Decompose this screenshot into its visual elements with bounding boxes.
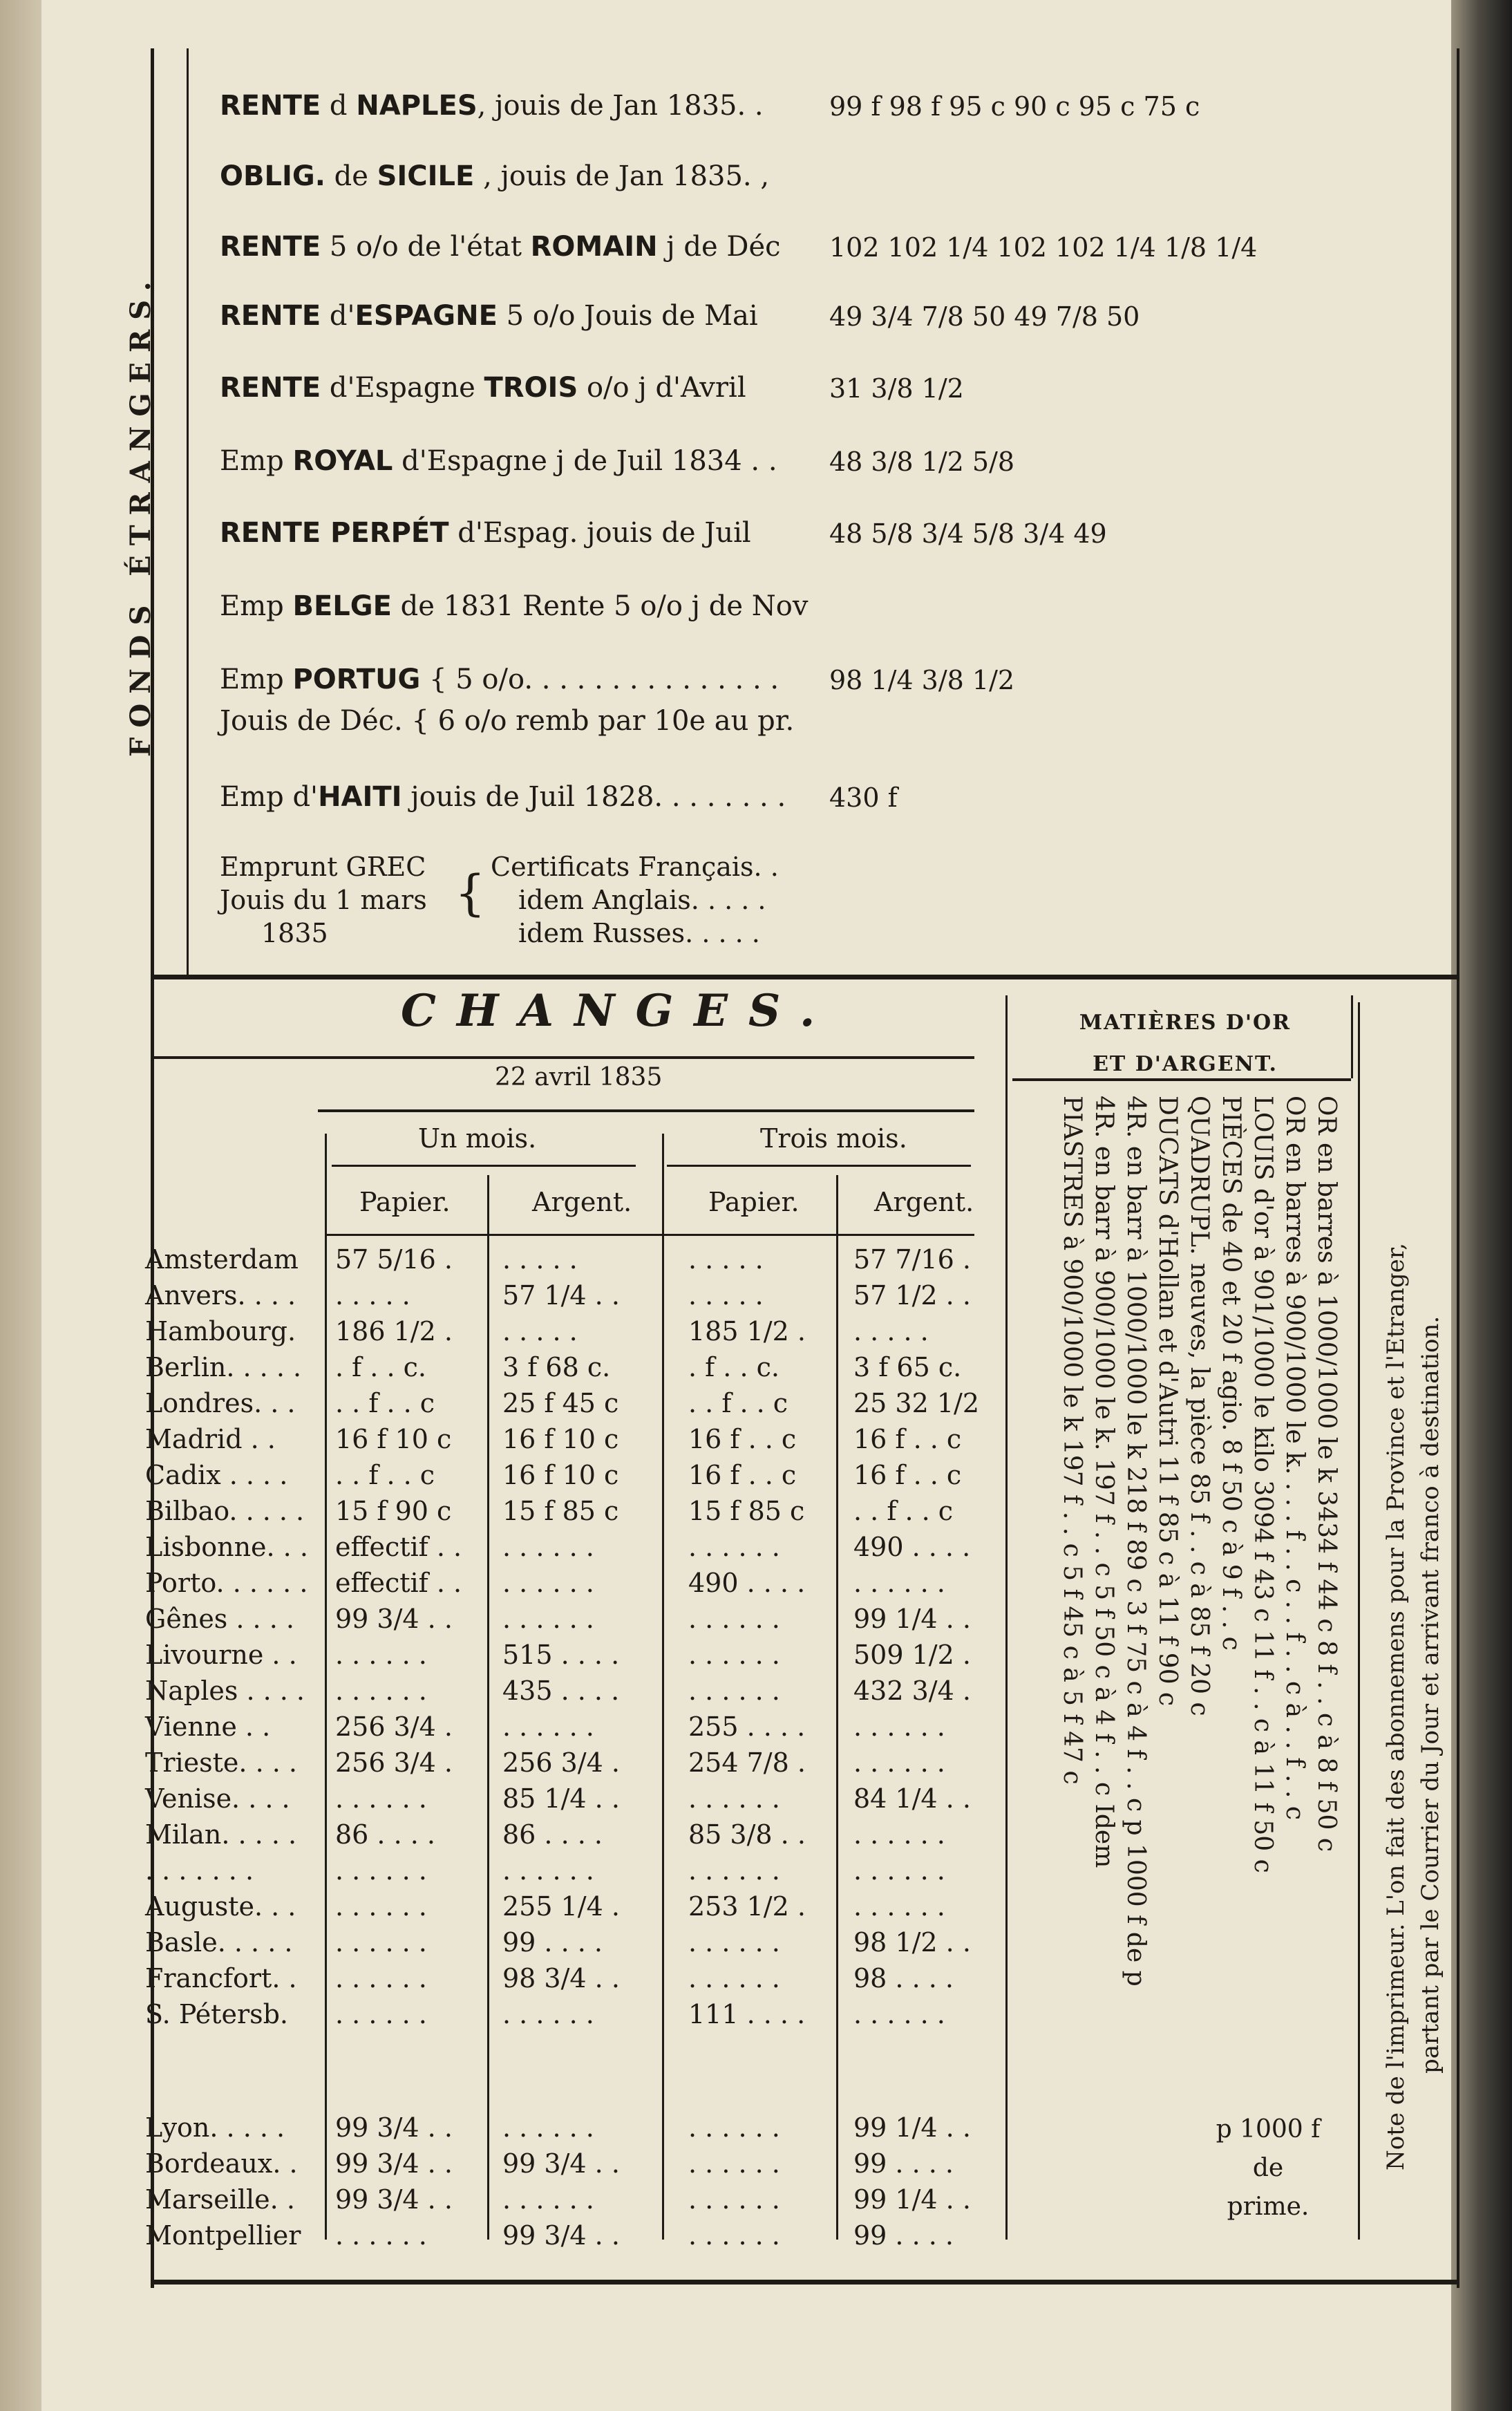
rate-cell: 16 f 10 c <box>335 1424 452 1454</box>
rate-cell: . . . . . . <box>853 1747 945 1778</box>
rate-cell: 98 3/4 . . <box>502 1963 620 1993</box>
matieres-entry: QUADRUPL. neuves, la pièce 85 f . . c à 85 f 20 c <box>1185 1096 1213 1716</box>
city-name: Lisbonne. . . <box>145 1532 308 1562</box>
rate-cell: 16 f 10 c <box>502 1424 619 1454</box>
rate-cell: 25 f 45 c <box>502 1388 619 1418</box>
matieres-underline <box>1012 1078 1351 1081</box>
rente-label: RENTE PERPÉT d'Espag. jouis de Juil <box>220 517 751 549</box>
city-name: Auguste. . . <box>145 1891 296 1922</box>
rate-cell: 490 . . . . <box>688 1568 806 1598</box>
rate-cell: . . . . . . <box>853 1711 945 1742</box>
city-name: Gênes . . . . <box>145 1604 294 1634</box>
rate-cell: . . . . . <box>502 1244 578 1275</box>
header-papier-2: Papier. <box>708 1187 800 1217</box>
rate-cell: 16 f . . c <box>688 1460 797 1490</box>
rate-cell: . . . . . <box>335 1280 410 1311</box>
header-argent-1: Argent. <box>532 1187 632 1217</box>
city-name: Hambourg. <box>145 1316 296 1347</box>
matieres-entry: PIASTRES à 900/1000 le k 197 f . . c 5 f 45 c à 5 f 47 c <box>1058 1096 1086 1785</box>
city-name: Berlin. . . . . <box>145 1352 302 1382</box>
rente-label: Emp PORTUG { 5 o/o. . . . . . . . . . . . . . . <box>220 664 779 695</box>
prime-line: de <box>1252 2154 1284 2182</box>
matieres-title <box>1057 1002 1313 1085</box>
changes-title: CHANGES. <box>401 985 836 1037</box>
rente-label: RENTE d NAPLES, jouis de Jan 1835. . <box>220 90 764 122</box>
city-name: Livourne . . <box>145 1640 297 1670</box>
rate-cell: . . . . . . <box>335 1963 427 1993</box>
rate-cell: . . . . . . <box>335 1891 427 1922</box>
rate-cell: 16 f . . c <box>688 1424 797 1454</box>
rate-cell: 99 1/4 . . <box>853 2112 971 2143</box>
rate-cell: 16 f . . c <box>853 1424 962 1454</box>
rate-cell: 3 f 65 c. <box>853 1352 962 1382</box>
rate-cell: . . . . . . <box>502 1532 594 1562</box>
grec-line: idem Russes. . . . . <box>518 918 760 948</box>
city-name: Cadix . . . . <box>145 1460 288 1490</box>
rate-cell: . . . . . . <box>335 1855 427 1886</box>
rate-cell: 99 1/4 . . <box>853 2184 971 2215</box>
rate-cell: . f . . c. <box>688 1352 779 1382</box>
col-rule <box>1005 995 1008 2240</box>
rate-cell: 99 3/4 . . <box>335 2112 453 2143</box>
fonds-inner-rule <box>187 48 189 975</box>
rate-cell: 99 . . . . <box>853 2220 954 2251</box>
rate-cell: 86 . . . . <box>335 1819 435 1850</box>
rate-cell: . . . . . . <box>502 1604 594 1634</box>
rate-cell: . . . . . . <box>853 1568 945 1598</box>
fonds-etrangers-label: FONDS ÉTRANGERS. <box>124 272 157 757</box>
rate-cell: 99 1/4 . . <box>853 1604 971 1634</box>
city-name: Trieste. . . . <box>145 1747 297 1778</box>
rate-cell: effectif . . <box>335 1532 462 1562</box>
bottom-rule <box>151 2280 1457 2285</box>
city-name: Lyon. . . . . <box>145 2112 285 2143</box>
rate-cell: 85 1/4 . . <box>502 1783 620 1814</box>
rente-label: RENTE d'ESPAGNE 5 o/o Jouis de Mai <box>220 300 758 332</box>
rate-cell: . . . . . . <box>688 1676 780 1706</box>
col-rule <box>487 1175 489 2240</box>
rate-cell: 509 1/2 . <box>853 1640 971 1670</box>
emprunt-grec-left <box>220 850 427 950</box>
city-name: Porto. . . . . . <box>145 1568 308 1598</box>
rate-cell: . . . . . . <box>688 1855 780 1886</box>
city-name: Bilbao. . . . . <box>145 1496 305 1526</box>
rate-cell: . . . . . <box>688 1280 764 1311</box>
rate-cell: . . . . . . <box>502 2112 594 2143</box>
city-name: Londres. . . <box>145 1388 296 1418</box>
rate-cell: . . . . . . <box>688 1604 780 1634</box>
rate-cell: 256 3/4 . <box>502 1747 620 1778</box>
rate-cell: 25 32 1/2 <box>853 1388 980 1418</box>
binding-edge <box>0 0 41 2411</box>
rate-cell: . . . . . . <box>335 1999 427 2029</box>
rate-cell: . . . . . . <box>502 1999 594 2029</box>
rate-cell: 99 3/4 . . <box>335 2148 453 2179</box>
rate-cell: . . f . . c <box>335 1460 435 1490</box>
rate-cell: 255 . . . . <box>688 1711 806 1742</box>
rate-cell: 15 f 90 c <box>335 1496 452 1526</box>
rate-cell: 57 1/2 . . <box>853 1280 971 1311</box>
rate-cell: 99 . . . . <box>502 1927 603 1958</box>
rate-cell: . . . . . . <box>502 1568 594 1598</box>
rate-cell: 111 . . . . <box>688 1999 806 2029</box>
rate-cell: . . . . . <box>688 1244 764 1275</box>
trois-mois-brace <box>667 1165 971 1167</box>
rate-cell: 99 . . . . <box>853 2148 954 2179</box>
rate-cell: 186 1/2 . <box>335 1316 453 1347</box>
rate-cell: . . . . . . <box>688 2184 780 2215</box>
rate-cell: 57 5/16 . <box>335 1244 453 1275</box>
rate-cell: . . . . . . <box>853 1999 945 2029</box>
rate-cell: 98 . . . . <box>853 1963 954 1993</box>
city-name: Bordeaux. . <box>145 2148 298 2179</box>
rate-cell: . . . . . . <box>335 1640 427 1670</box>
rate-cell: 255 1/4 . <box>502 1891 620 1922</box>
city-name: Anvers. . . . <box>145 1280 296 1311</box>
col-rule <box>325 1134 327 2240</box>
col-rule <box>662 1134 664 2240</box>
rente-quote: 48 5/8 3/4 5/8 3/4 49 <box>829 518 1107 549</box>
date-underline <box>318 1109 974 1112</box>
rate-cell: 57 7/16 . <box>853 1244 971 1275</box>
rate-cell: . . . . . . <box>853 1819 945 1850</box>
rate-cell: 515 . . . . <box>502 1640 620 1670</box>
city-name: Naples . . . . <box>145 1676 305 1706</box>
matieres-entry: LOUIS d'or à 901/1000 le kilo 3094 f 43 c 11 f . . c à 11 f 50 c <box>1249 1096 1277 1873</box>
rate-cell: . . . . . . <box>688 2112 780 2143</box>
rate-cell: . . . . . . <box>853 1891 945 1922</box>
rente-quote: 102 102 1/4 102 102 1/4 1/8 1/4 <box>829 232 1258 263</box>
rate-cell: 99 3/4 . . <box>335 1604 453 1634</box>
rente-label: RENTE d'Espagne TROIS o/o j d'Avril <box>220 372 746 404</box>
rate-cell: 432 3/4 . <box>853 1676 971 1706</box>
rate-cell: . . . . . . <box>335 1676 427 1706</box>
rate-cell: 16 f 10 c <box>502 1460 619 1490</box>
page-edge-shadow <box>1451 0 1512 2411</box>
rate-cell: 254 7/8 . <box>688 1747 806 1778</box>
city-name: . . . . . . . <box>145 1855 254 1886</box>
rate-cell: effectif . . <box>335 1568 462 1598</box>
header-underline <box>325 1234 974 1236</box>
city-name: Vienne . . <box>145 1711 271 1742</box>
rate-cell: . . . . . . <box>335 2220 427 2251</box>
rente-label: Jouis de Déc. { 6 o/o remb par 10e au pr. <box>220 705 795 737</box>
rate-cell: 435 . . . . <box>502 1676 620 1706</box>
rente-label: Emp ROYAL d'Espagne j de Juil 1834 . . <box>220 445 777 477</box>
city-name: Madrid . . <box>145 1424 276 1454</box>
city-name: Amsterdam <box>145 1244 299 1275</box>
rate-cell: . . . . . . <box>502 1711 594 1742</box>
rate-cell: . . f . . c <box>335 1388 435 1418</box>
rate-cell: 256 3/4 . <box>335 1711 453 1742</box>
rate-cell: 490 . . . . <box>853 1532 971 1562</box>
city-name: Francfort. . <box>145 1963 297 1993</box>
rate-cell: . . . . . . <box>688 2220 780 2251</box>
right-frame-rule <box>1457 48 1459 2288</box>
rente-label: RENTE 5 o/o de l'état ROMAIN j de Déc <box>220 231 781 263</box>
city-name: Milan. . . . . <box>145 1819 297 1850</box>
rate-cell: 86 . . . . <box>502 1819 603 1850</box>
rente-quote: 430 f <box>829 782 898 813</box>
rate-cell: 99 3/4 . . <box>502 2220 620 2251</box>
rate-cell: 57 1/4 . . <box>502 1280 620 1311</box>
grec-line: 1835 <box>261 918 328 948</box>
rate-cell: 15 f 85 c <box>502 1496 619 1526</box>
rate-cell: . . . . . . <box>688 2148 780 2179</box>
matieres-entry: PIÈCES de 40 et 20 f agio. 8 f 50 c à 9 f . . c <box>1217 1096 1245 1651</box>
rate-cell: . . f . . c <box>853 1496 954 1526</box>
rate-cell: . . . . . . <box>502 2184 594 2215</box>
header-un-mois: Un mois. <box>418 1123 537 1154</box>
col-rule <box>836 1175 838 2240</box>
rente-quote: 49 3/4 7/8 50 49 7/8 50 <box>829 301 1140 332</box>
emprunt-grec-right <box>491 850 779 950</box>
matieres-title-line: MATIÈRES D'OR <box>1079 1011 1292 1035</box>
matieres-entry: 4R. en barr à 900/1000 le k. 197 f . . c 5 f 50 c à 4 f . . c Idem <box>1090 1096 1118 1868</box>
changes-date: 22 avril 1835 <box>495 1063 663 1091</box>
city-name: Montpellier <box>145 2220 301 2251</box>
rate-cell: . . . . . . <box>688 1532 780 1562</box>
note-line-2: partant par le Courrier du Jour et arrivant franco à destination. <box>1417 1315 1444 2074</box>
city-name: Marseille. . <box>145 2184 295 2215</box>
rate-cell: . . f . . c <box>688 1388 788 1418</box>
rate-cell: 256 3/4 . <box>335 1747 453 1778</box>
grec-line: Emprunt GREC <box>220 852 426 882</box>
header-argent-2: Argent. <box>874 1187 974 1217</box>
rate-cell: 185 1/2 . <box>688 1316 806 1347</box>
matieres-entry: OR en barres à 900/1000 le k. . . . f . . c . . f . . c à . . f . . c <box>1281 1096 1309 1821</box>
title-underline <box>152 1056 974 1059</box>
header-papier-1: Papier. <box>359 1187 451 1217</box>
rate-cell: 99 3/4 . . <box>335 2184 453 2215</box>
rate-cell: . . . . . . <box>688 1927 780 1958</box>
rente-label: Emp BELGE de 1831 Rente 5 o/o j de Nov <box>220 590 809 622</box>
rate-cell: . . . . . . <box>688 1963 780 1993</box>
rente-quote: 31 3/8 1/2 <box>829 373 964 404</box>
rate-cell: . . . . . . <box>335 1927 427 1958</box>
matieres-entry: OR en barres à 1000/1000 le k 3434 f 44 c 8 f . . c à 8 f 50 c <box>1312 1096 1341 1852</box>
rate-cell: . f . . c. <box>335 1352 426 1382</box>
prime-line: prime. <box>1227 2193 1310 2221</box>
prime-line: p 1000 f <box>1216 2115 1321 2143</box>
rate-cell: 3 f 68 c. <box>502 1352 611 1382</box>
rente-quote: 48 3/8 1/2 5/8 <box>829 447 1015 477</box>
rate-cell: 15 f 85 c <box>688 1496 805 1526</box>
un-mois-brace <box>332 1165 636 1167</box>
rente-label: OBLIG. de SICILE , jouis de Jan 1835. , <box>220 160 770 192</box>
rente-quote: 98 1/4 3/8 1/2 <box>829 665 1015 695</box>
grec-line: idem Anglais. . . . . <box>518 885 766 915</box>
rente-label: Emp d'HAITI jouis de Juil 1828. . . . . . . . <box>220 781 786 813</box>
matieres-entry: 4R. en barr à 1000/1000 le k 218 f 89 c 3 f 75 c à 4 f . . c p 1000 f de p <box>1122 1096 1150 1987</box>
matieres-title-line: ET D'ARGENT. <box>1093 1052 1278 1076</box>
rente-quote: 99 f 98 f 95 c 90 c 95 c 75 c <box>829 91 1200 122</box>
city-name: Basle. . . . . <box>145 1927 293 1958</box>
rate-cell: . . . . . . <box>688 1640 780 1670</box>
rate-cell: 16 f . . c <box>853 1460 962 1490</box>
rate-cell: 98 1/2 . . <box>853 1927 971 1958</box>
rate-cell: 253 1/2 . <box>688 1891 806 1922</box>
section-divider <box>151 975 1457 979</box>
rate-cell: . . . . . . <box>853 1855 945 1886</box>
header-trois-mois: Trois mois. <box>760 1123 907 1154</box>
city-name: Venise. . . . <box>145 1783 290 1814</box>
note-line-1: Note de l'imprimeur. L'on fait des abonnemens pour la Province et l'Etranger, <box>1382 1242 1410 2170</box>
rate-cell: . . . . . . <box>688 1783 780 1814</box>
rate-cell: . . . . . <box>502 1316 578 1347</box>
matieres-rule <box>1351 995 1353 1078</box>
matieres-entry: DUCATS d'Hollan et d'Autri 11 f 85 c à 11 f 90 c <box>1153 1096 1182 1707</box>
rate-cell: 84 1/4 . . <box>853 1783 971 1814</box>
grec-line: Certificats Français. . <box>491 852 779 882</box>
city-name: S. Pétersb. <box>145 1999 289 2029</box>
rate-cell: 99 3/4 . . <box>502 2148 620 2179</box>
rate-cell: 85 3/8 . . <box>688 1819 806 1850</box>
rate-cell: . . . . . . <box>335 1783 427 1814</box>
rate-cell: . . . . . <box>853 1316 929 1347</box>
rate-cell: . . . . . . <box>502 1855 594 1886</box>
note-rule <box>1358 1002 1360 2240</box>
grec-line: Jouis du 1 mars <box>220 885 427 915</box>
brace: { <box>455 865 486 921</box>
